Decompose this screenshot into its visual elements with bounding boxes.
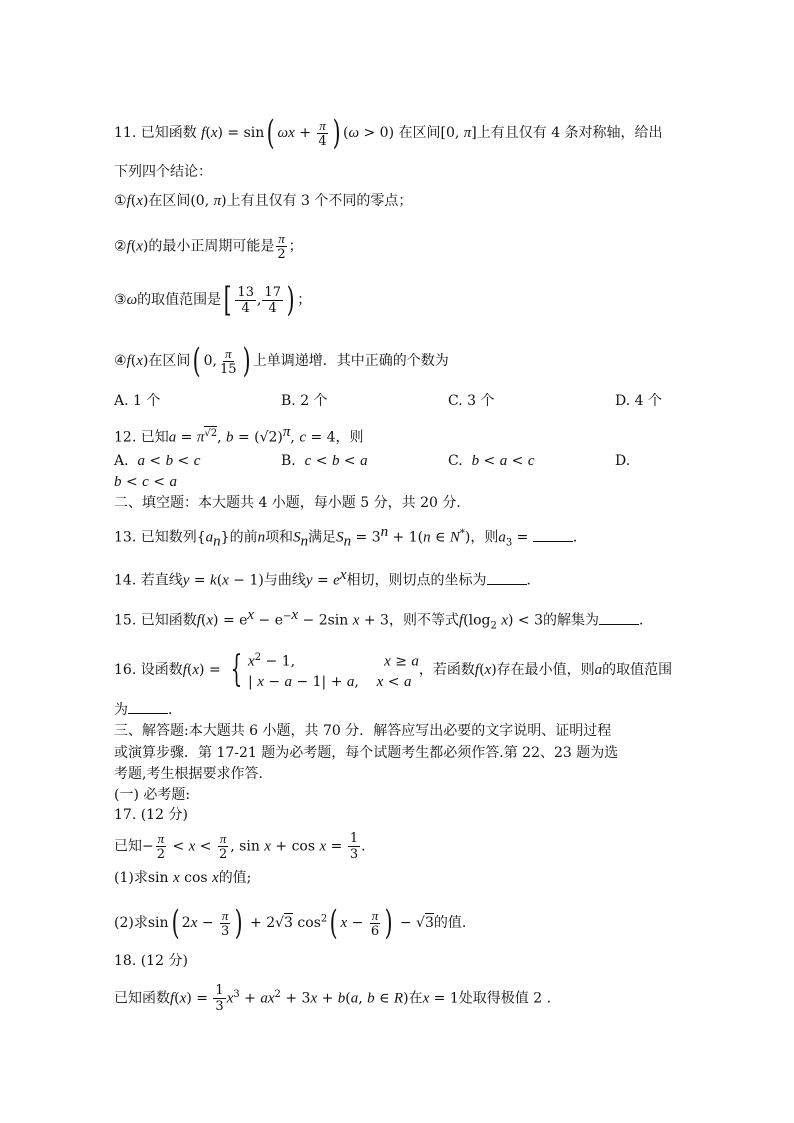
q11-conclusion-4: ④f(x)在区间( 0, $\frac{\pi}{15}$ ) 上单调递增．其中正确的个数为 (114, 341, 449, 381)
q17-given: 已知− $\frac{\pi}{2}$ < x < $\frac{\pi}{2}$ , sin x + cos x = $\frac{1}{3}$ . (114, 831, 366, 862)
q11-stem-line1: 11. 已知函数 f(x) = sin( ωx + $\frac{\pi}{4}$ ) (ω > 0) 在区间[0, π]上有且仅有 4 条对称轴，给出 (114, 113, 663, 153)
q18-heading: 18. (12 分) (114, 953, 188, 969)
q14: 14. 若直线y = k(x − 1)与曲线$y = e^x$相切，则切点的坐标为 ． (114, 567, 541, 589)
q13: 13. 已知数列$\{a_n\}$的前n项和$S_n$满足$S_n = 3^n + 1(n$ ∈ N*)，则$a_3$ = ． (114, 524, 587, 550)
q11-conclusion-3: ③ω的取值范围是[ $\frac{13}{4}$ , $\frac{17}{4}$ ) ； (114, 280, 312, 320)
q17-part2: (2)求sin( 2x − $\frac{\pi}{3}$ ) + 2√3 $\cos^2$( x − $\frac{\pi}{6}$ ) − √3的值. (114, 903, 467, 943)
q11-option-a[interactable]: A. 1 个 (114, 393, 161, 409)
q17-part1: (1)求sin x cos x的值; (114, 870, 252, 886)
q12-option-d-text: b < c < a (114, 474, 177, 490)
q16-line2: 为 ． (114, 702, 182, 718)
q12-option-a[interactable]: A. a < b < c (114, 453, 201, 469)
q14-answer-blank[interactable] (487, 572, 527, 585)
q18-stem: 已知函数f(x) = $\frac{1}{3}$ $x^3 + ax^2 + 3x + b(a$, b ∈ R)在x = 1处取得极值 2 . (114, 983, 552, 1014)
q11-label: 11. 已知函数 (114, 125, 197, 141)
section-3-line2: 或演算步骤．第 17-21 题为必考题，每个试题考生都必须作答.第 22、23 题为选 (114, 745, 619, 761)
q11-conclusion-1: ①f(x)在区间(0, π)上有且仅有 3 个不同的零点； (114, 193, 413, 209)
section-2-heading: 二、填空题：本大题共 4 小题，每小题 5 分，共 20 分． (114, 495, 471, 511)
q11-option-d[interactable]: D. 4 个 (615, 393, 662, 409)
q15: 15. 已知函数$f(x) = e^x - e^{-x} - 2\sin$ x + 3，则不等式$f(\log_2$ x) < 3的解集为 ． (114, 607, 653, 632)
q11-conclusion-2: ②f(x)的最小正周期可能是 $\frac{\pi}{2}$ ； (114, 231, 303, 262)
section-3-line4: (一) 必考题: (114, 787, 191, 803)
section-3-line3: 考题,考生根据要求作答. (114, 766, 263, 782)
q12-option-b[interactable]: B. c < b < a (281, 453, 368, 469)
q11-option-b[interactable]: B. 2 个 (281, 393, 328, 409)
q13-answer-blank[interactable] (533, 529, 573, 542)
q12-stem: 12. 已知$a = \pi^{√2}$, $b = (√2)^\pi$, c = 4，则 (114, 424, 364, 446)
section-3-line1: 三、解答题:本大题共 6 小题，共 70 分．解答应写出必要的文字说明、证明过程 (114, 723, 612, 739)
q16: 16. 设函数f(x) = { $x^2 - 1$, x ≥ a | x − a − 1| + a, x < a ，若函数f(x)存在最小值，则a的取值范围 (114, 648, 673, 690)
q12-option-d[interactable]: D. (615, 453, 631, 469)
q17-heading: 17. (12 分) (114, 807, 188, 823)
q15-answer-blank[interactable] (599, 612, 639, 625)
q12-option-c[interactable]: C. b < a < c (448, 453, 535, 469)
q11-stem-line2: 下列四个结论： (114, 164, 212, 180)
q16-answer-blank[interactable] (128, 701, 168, 714)
q11-option-c[interactable]: C. 3 个 (448, 393, 495, 409)
